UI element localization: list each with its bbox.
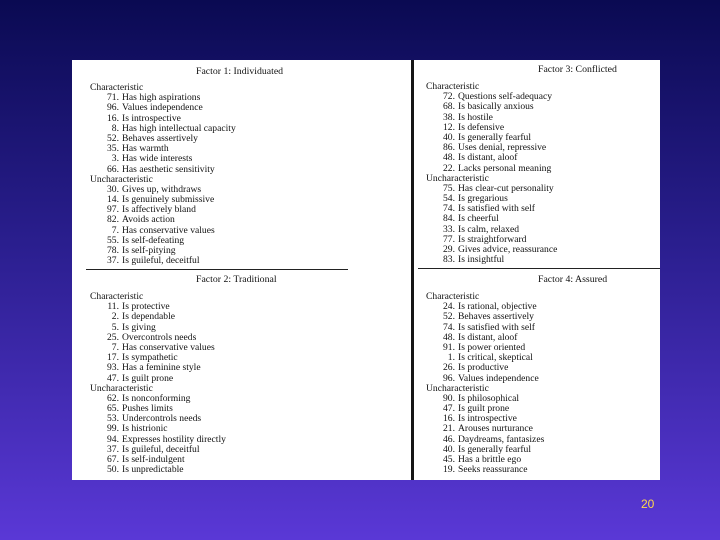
list-item [90, 154, 390, 164]
item-number: 11. [107, 301, 119, 313]
item-number: 67. [107, 454, 119, 465]
factor-3-list [426, 82, 656, 265]
item-number: 48. [443, 331, 455, 343]
item-text: Is self-pitying [122, 245, 176, 256]
factor-1-list [90, 83, 390, 266]
item-number: 62. [107, 392, 119, 404]
item-number: 29. [443, 244, 455, 255]
item-text: Undercontrols needs [122, 413, 202, 425]
item-number: 25. [107, 331, 119, 343]
item-text: Is satisfied with self [458, 203, 536, 215]
item-number: 53. [107, 413, 119, 425]
item-number: 16. [443, 413, 455, 425]
item-number: 68. [443, 101, 455, 113]
item-text: Is self-defeating [122, 234, 185, 246]
item-number: 94. [107, 433, 119, 445]
item-text: Has warmth [122, 143, 169, 155]
item-number: 17. [107, 352, 119, 364]
slide-number: 20 [641, 497, 655, 511]
item-text: Is introspective [458, 413, 517, 425]
item-number: 33. [443, 223, 455, 235]
item-text: Is guilt prone [458, 403, 510, 415]
item-text: Seeks reassurance [458, 464, 528, 476]
item-text: Is histrionic [122, 423, 168, 435]
item-text: Behaves assertively [458, 311, 534, 323]
item-text: Has high aspirations [122, 92, 201, 104]
item-number: 54. [443, 193, 455, 205]
item-text: Is critical, skeptical [458, 352, 533, 364]
item-number: 97. [107, 204, 119, 216]
list-item [90, 465, 390, 475]
item-text: Is defensive [458, 121, 505, 133]
item-text: Is genuinely submissive [122, 194, 215, 206]
item-number: 47. [443, 403, 455, 415]
section-header: Uncharacteristic [426, 382, 489, 394]
item-text: Is giving [122, 321, 156, 333]
item-number: 65. [107, 403, 119, 415]
item-number: 99. [107, 423, 119, 435]
item-text: Has conservative values [122, 224, 215, 236]
factor-2-title: Factor 2: Traditional [196, 274, 277, 285]
item-number: 40. [443, 443, 455, 455]
item-number: 14. [107, 194, 119, 206]
item-number: 2. [111, 311, 119, 323]
factor-4-title: Factor 4: Assured [538, 274, 608, 285]
item-text: Is hostile [458, 111, 493, 123]
item-text: Arouses nurturance [458, 423, 533, 435]
item-number: 45. [443, 454, 455, 465]
factor-2-panel [72, 272, 411, 480]
item-number: 40. [443, 131, 455, 143]
item-number: 38. [443, 111, 455, 123]
list-item [426, 465, 656, 475]
item-text: Is guileful, deceitful [122, 255, 200, 267]
item-number: 46. [443, 433, 455, 445]
item-number: 7. [111, 341, 119, 353]
item-text: Is self-indulgent [122, 454, 185, 465]
item-number: 3. [111, 153, 119, 165]
item-text: Is generally fearful [458, 443, 531, 455]
item-text: Is philosophical [458, 392, 520, 404]
item-number: 55. [107, 234, 119, 246]
item-number: 75. [443, 182, 455, 194]
item-text: Values independence [122, 102, 203, 114]
section-header: Uncharacteristic [90, 173, 153, 185]
item-text: Daydreams, fantasizes [458, 433, 545, 445]
item-number: 74. [443, 321, 455, 333]
factor-1-title: Factor 1: Individuated [196, 66, 284, 77]
item-text: Has high intellectual capacity [122, 122, 236, 134]
item-number: 48. [443, 152, 455, 164]
factor-3-title: Factor 3: Conflicted [538, 64, 617, 75]
item-text: Has aesthetic sensitivity [122, 163, 215, 175]
item-number: 91. [443, 341, 455, 353]
item-number: 19. [443, 464, 455, 476]
item-text: Is unpredictable [122, 464, 184, 476]
item-number: 50. [107, 464, 119, 476]
item-text: Behaves assertively [122, 132, 198, 144]
item-text: Is guileful, deceitful [122, 443, 200, 455]
item-number: 1. [447, 352, 455, 364]
item-number: 93. [107, 362, 119, 374]
item-number: 86. [443, 142, 455, 154]
item-number: 90. [443, 392, 455, 404]
item-number: 82. [107, 214, 119, 226]
item-number: 30. [107, 183, 119, 195]
section-header: Characteristic [90, 82, 144, 93]
item-text: Is calm, relaxed [458, 223, 519, 235]
item-text: Is affectively bland [122, 204, 196, 216]
list-item [426, 363, 656, 373]
item-number: 77. [443, 233, 455, 245]
item-text: Has conservative values [122, 341, 215, 353]
item-text: Is guilt prone [122, 372, 174, 384]
item-number: 47. [107, 372, 119, 384]
item-number: 35. [107, 143, 119, 155]
item-number: 5. [111, 321, 119, 333]
factor-1-panel [72, 60, 411, 270]
item-number: 22. [443, 162, 455, 174]
section-header: Uncharacteristic [90, 382, 153, 394]
list-item [426, 153, 656, 163]
item-text: Is distant, aloof [458, 331, 518, 343]
section-header: Characteristic [426, 81, 480, 92]
item-text: Is rational, objective [458, 301, 537, 313]
item-number: 72. [443, 91, 455, 103]
item-number: 26. [443, 362, 455, 374]
item-text: Is straightforward [458, 233, 527, 245]
item-text: Is productive [458, 362, 509, 374]
factor-2-list [90, 292, 390, 475]
item-text: Is sympathetic [122, 352, 178, 364]
scanned-table-sheet [72, 60, 660, 480]
item-text: Is protective [122, 301, 170, 313]
item-text: Has wide interests [122, 153, 193, 165]
item-number: 8. [111, 122, 119, 134]
item-number: 83. [443, 254, 455, 266]
section-header: Characteristic [90, 291, 144, 302]
item-text: Is gregarious [458, 193, 508, 205]
item-number: 71. [107, 92, 119, 104]
factor-3-panel [414, 60, 660, 270]
item-text: Avoids action [122, 214, 175, 226]
item-number: 7. [111, 224, 119, 236]
item-text: Has a feminine style [122, 362, 201, 374]
item-number: 37. [107, 443, 119, 455]
list-item [90, 363, 390, 373]
item-number: 21. [443, 423, 455, 435]
item-text: Lacks personal meaning [458, 162, 552, 174]
item-number: 66. [107, 163, 119, 175]
item-number: 52. [107, 132, 119, 144]
item-text: Pushes limits [122, 403, 173, 415]
item-number: 84. [443, 213, 455, 225]
item-text: Is cheerful [458, 213, 499, 225]
item-text: Is insightful [458, 254, 505, 266]
list-item [426, 255, 656, 265]
factor-4-list [426, 292, 656, 475]
list-item [90, 256, 390, 266]
section-header: Characteristic [426, 291, 480, 302]
item-text: Uses denial, repressive [458, 142, 547, 154]
item-number: 37. [107, 255, 119, 267]
item-text: Questions self-adequacy [458, 91, 553, 103]
item-number: 78. [107, 245, 119, 256]
item-text: Gives advice, reassurance [458, 244, 558, 255]
item-text: Has a brittle ego [458, 454, 522, 465]
item-number: 12. [443, 121, 455, 133]
item-text: Is satisfied with self [458, 321, 536, 333]
item-number: 74. [443, 203, 455, 215]
item-text: Has clear-cut personality [458, 182, 554, 194]
item-number: 52. [443, 311, 455, 323]
item-text: Is basically anxious [458, 101, 534, 113]
item-text: Overcontrols needs [122, 331, 197, 343]
item-number: 16. [107, 112, 119, 124]
item-text: Is nonconforming [122, 392, 191, 404]
item-number: 24. [443, 301, 455, 313]
section-header: Uncharacteristic [426, 172, 489, 184]
item-text: Is distant, aloof [458, 152, 518, 164]
item-number: 96. [443, 372, 455, 384]
item-text: Values independence [458, 372, 539, 384]
factor-4-panel [414, 271, 660, 480]
item-text: Expresses hostility directly [122, 433, 226, 445]
item-number: 96. [107, 102, 119, 114]
item-text: Is power oriented [458, 341, 526, 353]
item-text: Is dependable [122, 311, 176, 323]
item-text: Is introspective [122, 112, 181, 124]
item-text: Is generally fearful [458, 131, 531, 143]
item-text: Gives up, withdraws [122, 183, 202, 195]
